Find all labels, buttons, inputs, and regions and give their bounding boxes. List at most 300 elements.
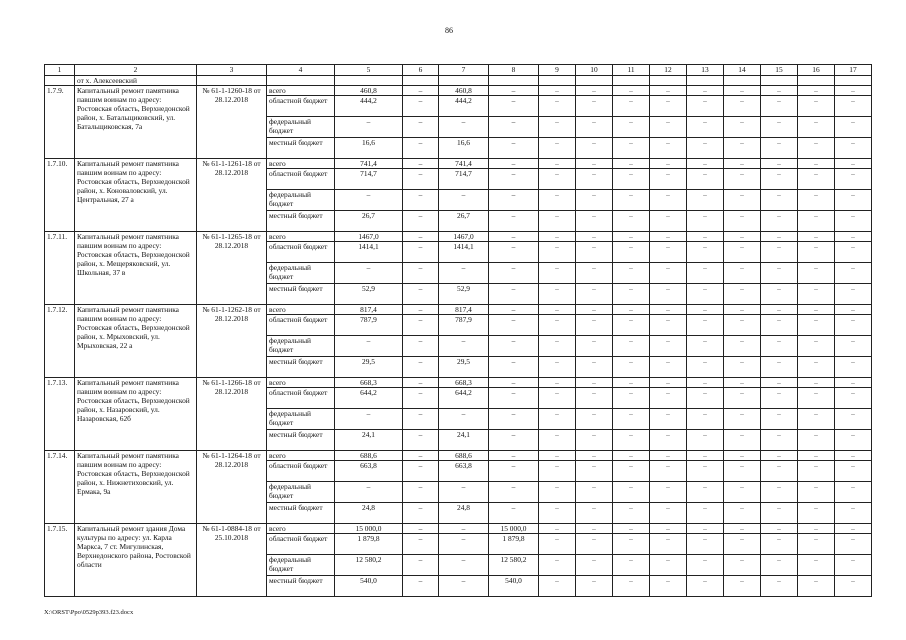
funding-source: местный бюджет bbox=[267, 503, 335, 524]
empty-year-cell: – bbox=[576, 336, 613, 357]
empty-year-cell: – bbox=[576, 169, 613, 190]
empty-year-cell: – bbox=[835, 86, 872, 96]
amount-cell: 644,2 bbox=[335, 388, 403, 409]
empty-year-cell: – bbox=[835, 336, 872, 357]
amount-cell: – bbox=[403, 211, 439, 232]
empty-year-cell: – bbox=[724, 190, 761, 211]
amount-cell: 741,4 bbox=[335, 159, 403, 169]
funding-source: федеральный бюджет bbox=[267, 117, 335, 138]
amount-cell: – bbox=[335, 409, 403, 430]
column-header: 16 bbox=[798, 65, 835, 76]
empty-year-cell: – bbox=[687, 315, 724, 336]
empty-year-cell: – bbox=[613, 138, 650, 159]
empty-year-cell: – bbox=[835, 388, 872, 409]
empty-year-cell: – bbox=[650, 503, 687, 524]
amount-cell: – bbox=[403, 284, 439, 305]
item-name: Капитальный ремонт памятника павшим воинам по адресу: Ростовская область, Верхнедонской район, х. Мещеряковский, ул. Школьная, 37 в bbox=[75, 232, 197, 305]
empty-year-cell: – bbox=[650, 378, 687, 388]
funding-source: всего bbox=[267, 378, 335, 388]
item-number: 1.7.15. bbox=[45, 524, 75, 597]
amount-cell: – bbox=[489, 388, 539, 409]
empty-year-cell: – bbox=[650, 576, 687, 597]
amount-cell: 15 000,0 bbox=[489, 524, 539, 534]
amount-cell: – bbox=[403, 482, 439, 503]
column-header: 1 bbox=[45, 65, 75, 76]
empty-year-cell: – bbox=[761, 409, 798, 430]
empty-year-cell: – bbox=[724, 555, 761, 576]
empty-year-cell: – bbox=[613, 388, 650, 409]
empty-year-cell: – bbox=[724, 315, 761, 336]
empty-year-cell: – bbox=[576, 86, 613, 96]
column-header: 10 bbox=[576, 65, 613, 76]
funding-source: федеральный бюджет bbox=[267, 263, 335, 284]
empty-year-cell: – bbox=[576, 378, 613, 388]
empty-year-cell: – bbox=[539, 524, 576, 534]
empty-year-cell: – bbox=[761, 284, 798, 305]
empty-year-cell: – bbox=[835, 305, 872, 315]
funding-source: областной бюджет bbox=[267, 315, 335, 336]
empty-year-cell: – bbox=[687, 534, 724, 555]
budget-table bbox=[44, 64, 872, 597]
amount-cell: 1414,1 bbox=[439, 242, 489, 263]
column-header: 14 bbox=[724, 65, 761, 76]
empty-year-cell: – bbox=[835, 242, 872, 263]
funding-source: областной бюджет bbox=[267, 534, 335, 555]
column-header: 11 bbox=[613, 65, 650, 76]
empty-year-cell: – bbox=[761, 576, 798, 597]
column-header: 5 bbox=[335, 65, 403, 76]
amount-cell: – bbox=[335, 336, 403, 357]
funding-source: местный бюджет bbox=[267, 357, 335, 378]
empty-year-cell: – bbox=[798, 378, 835, 388]
amount-cell: – bbox=[489, 305, 539, 315]
empty-year-cell: – bbox=[650, 117, 687, 138]
file-path-footer: X:\ORST\Ppo\0529p393.f23.docx bbox=[44, 609, 134, 616]
amount-cell: 663,8 bbox=[335, 461, 403, 482]
amount-cell: 444,2 bbox=[439, 96, 489, 117]
amount-cell: 29,5 bbox=[439, 357, 489, 378]
empty-year-cell: – bbox=[724, 524, 761, 534]
continuation-row bbox=[45, 76, 872, 86]
empty-year-cell: – bbox=[613, 190, 650, 211]
cell bbox=[45, 76, 75, 86]
empty-year-cell: – bbox=[613, 451, 650, 461]
empty-year-cell: – bbox=[798, 232, 835, 242]
item-name: Капитальный ремонт памятника павшим воинам по адресу: Ростовская область, Верхнедонской район, х. Батальщиковский, ул. Батальщиковская, 7а bbox=[75, 86, 197, 159]
empty-year-cell: – bbox=[539, 534, 576, 555]
cell bbox=[835, 76, 872, 86]
amount-cell: – bbox=[439, 190, 489, 211]
empty-year-cell: – bbox=[687, 461, 724, 482]
amount-cell: – bbox=[439, 263, 489, 284]
empty-year-cell: – bbox=[835, 576, 872, 597]
empty-year-cell: – bbox=[687, 555, 724, 576]
funding-source: областной бюджет bbox=[267, 169, 335, 190]
amount-cell: – bbox=[489, 378, 539, 388]
column-header: 12 bbox=[650, 65, 687, 76]
empty-year-cell: – bbox=[724, 263, 761, 284]
empty-year-cell: – bbox=[613, 159, 650, 169]
empty-year-cell: – bbox=[650, 555, 687, 576]
amount-cell: – bbox=[403, 305, 439, 315]
amount-cell: – bbox=[403, 430, 439, 451]
empty-year-cell: – bbox=[539, 117, 576, 138]
empty-year-cell: – bbox=[798, 86, 835, 96]
funding-source: местный бюджет bbox=[267, 576, 335, 597]
empty-year-cell: – bbox=[539, 86, 576, 96]
empty-year-cell: – bbox=[761, 378, 798, 388]
amount-cell: – bbox=[439, 117, 489, 138]
empty-year-cell: – bbox=[798, 409, 835, 430]
empty-year-cell: – bbox=[687, 232, 724, 242]
empty-year-cell: – bbox=[761, 96, 798, 117]
amount-cell: 26,7 bbox=[439, 211, 489, 232]
column-header: 7 bbox=[439, 65, 489, 76]
empty-year-cell: – bbox=[761, 388, 798, 409]
empty-year-cell: – bbox=[576, 242, 613, 263]
empty-year-cell: – bbox=[724, 409, 761, 430]
amount-cell: – bbox=[489, 336, 539, 357]
empty-year-cell: – bbox=[835, 169, 872, 190]
document-ref: № 61-1-0884-18 от 25.10.2018 bbox=[197, 524, 267, 597]
empty-year-cell: – bbox=[835, 315, 872, 336]
amount-cell: 12 580,2 bbox=[489, 555, 539, 576]
empty-year-cell: – bbox=[724, 336, 761, 357]
empty-year-cell: – bbox=[613, 430, 650, 451]
item-name: Капитальный ремонт памятника павшим воинам по адресу: Ростовская область, Верхнедонской район, х. Мрыховский, ул. Мрыховская, 22 а bbox=[75, 305, 197, 378]
cell bbox=[798, 76, 835, 86]
amount-cell: – bbox=[403, 388, 439, 409]
empty-year-cell: – bbox=[650, 242, 687, 263]
empty-year-cell: – bbox=[613, 576, 650, 597]
empty-year-cell: – bbox=[576, 263, 613, 284]
empty-year-cell: – bbox=[613, 86, 650, 96]
amount-cell: 24,8 bbox=[335, 503, 403, 524]
cell bbox=[576, 76, 613, 86]
empty-year-cell: – bbox=[724, 430, 761, 451]
empty-year-cell: – bbox=[576, 534, 613, 555]
amount-cell: – bbox=[489, 242, 539, 263]
empty-year-cell: – bbox=[835, 284, 872, 305]
amount-cell: 16,6 bbox=[439, 138, 489, 159]
empty-year-cell: – bbox=[798, 524, 835, 534]
amount-cell: – bbox=[403, 555, 439, 576]
amount-cell: – bbox=[489, 482, 539, 503]
amount-cell: 688,6 bbox=[335, 451, 403, 461]
empty-year-cell: – bbox=[687, 211, 724, 232]
amount-cell: – bbox=[403, 336, 439, 357]
empty-year-cell: – bbox=[613, 378, 650, 388]
empty-year-cell: – bbox=[576, 461, 613, 482]
amount-cell: – bbox=[489, 169, 539, 190]
empty-year-cell: – bbox=[539, 451, 576, 461]
cell bbox=[489, 76, 539, 86]
empty-year-cell: – bbox=[650, 430, 687, 451]
empty-year-cell: – bbox=[835, 451, 872, 461]
empty-year-cell: – bbox=[576, 451, 613, 461]
funding-source: федеральный бюджет bbox=[267, 409, 335, 430]
empty-year-cell: – bbox=[761, 315, 798, 336]
funding-source: областной бюджет bbox=[267, 96, 335, 117]
amount-cell: 24,1 bbox=[439, 430, 489, 451]
empty-year-cell: – bbox=[650, 357, 687, 378]
empty-year-cell: – bbox=[798, 284, 835, 305]
empty-year-cell: – bbox=[835, 430, 872, 451]
amount-cell: – bbox=[489, 503, 539, 524]
empty-year-cell: – bbox=[835, 378, 872, 388]
amount-cell: 668,3 bbox=[439, 378, 489, 388]
amount-cell: – bbox=[439, 524, 489, 534]
amount-cell: 668,3 bbox=[335, 378, 403, 388]
funding-source: федеральный бюджет bbox=[267, 336, 335, 357]
document-ref: № 61-1-1260-18 от 28.12.2018 bbox=[197, 86, 267, 159]
empty-year-cell: – bbox=[650, 169, 687, 190]
empty-year-cell: – bbox=[724, 357, 761, 378]
funding-source: областной бюджет bbox=[267, 461, 335, 482]
amount-cell: 817,4 bbox=[335, 305, 403, 315]
empty-year-cell: – bbox=[798, 169, 835, 190]
amount-cell: 1 879,8 bbox=[489, 534, 539, 555]
item-number: 1.7.13. bbox=[45, 378, 75, 451]
empty-year-cell: – bbox=[761, 461, 798, 482]
empty-year-cell: – bbox=[724, 534, 761, 555]
funding-source: местный бюджет bbox=[267, 430, 335, 451]
cell bbox=[267, 76, 335, 86]
empty-year-cell: – bbox=[798, 159, 835, 169]
empty-year-cell: – bbox=[650, 211, 687, 232]
amount-cell: – bbox=[439, 482, 489, 503]
empty-year-cell: – bbox=[613, 315, 650, 336]
funding-source: всего bbox=[267, 524, 335, 534]
document-ref: № 61-1-1261-18 от 28.12.2018 bbox=[197, 159, 267, 232]
empty-year-cell: – bbox=[613, 409, 650, 430]
empty-year-cell: – bbox=[761, 169, 798, 190]
empty-year-cell: – bbox=[613, 232, 650, 242]
item-name: Капитальный ремонт памятника павшим воинам по адресу: Ростовская область, Верхнедонской район, х. Коноваловский, ул. Центральная, 27 а bbox=[75, 159, 197, 232]
amount-cell: 24,1 bbox=[335, 430, 403, 451]
amount-cell: – bbox=[489, 232, 539, 242]
empty-year-cell: – bbox=[613, 357, 650, 378]
empty-year-cell: – bbox=[576, 503, 613, 524]
empty-year-cell: – bbox=[835, 357, 872, 378]
amount-cell: 29,5 bbox=[335, 357, 403, 378]
amount-cell: – bbox=[403, 461, 439, 482]
empty-year-cell: – bbox=[835, 190, 872, 211]
page-number: 86 bbox=[445, 26, 453, 35]
empty-year-cell: – bbox=[724, 378, 761, 388]
empty-year-cell: – bbox=[613, 503, 650, 524]
amount-cell: 714,7 bbox=[335, 169, 403, 190]
empty-year-cell: – bbox=[761, 263, 798, 284]
empty-year-cell: – bbox=[539, 336, 576, 357]
amount-cell: – bbox=[489, 284, 539, 305]
empty-year-cell: – bbox=[761, 86, 798, 96]
empty-year-cell: – bbox=[687, 117, 724, 138]
empty-year-cell: – bbox=[835, 555, 872, 576]
funding-source: областной бюджет bbox=[267, 388, 335, 409]
amount-cell: – bbox=[489, 461, 539, 482]
item-number: 1.7.14. bbox=[45, 451, 75, 524]
amount-cell: – bbox=[403, 357, 439, 378]
amount-cell: – bbox=[403, 503, 439, 524]
empty-year-cell: – bbox=[761, 138, 798, 159]
empty-year-cell: – bbox=[650, 336, 687, 357]
empty-year-cell: – bbox=[539, 284, 576, 305]
cell bbox=[403, 76, 439, 86]
empty-year-cell: – bbox=[650, 86, 687, 96]
funding-source: областной бюджет bbox=[267, 242, 335, 263]
empty-year-cell: – bbox=[835, 534, 872, 555]
empty-year-cell: – bbox=[650, 96, 687, 117]
empty-year-cell: – bbox=[687, 86, 724, 96]
empty-year-cell: – bbox=[613, 524, 650, 534]
amount-cell: – bbox=[403, 524, 439, 534]
cell bbox=[335, 76, 403, 86]
empty-year-cell: – bbox=[724, 461, 761, 482]
funding-source: всего bbox=[267, 232, 335, 242]
amount-cell: – bbox=[403, 315, 439, 336]
empty-year-cell: – bbox=[539, 96, 576, 117]
empty-year-cell: – bbox=[798, 482, 835, 503]
empty-year-cell: – bbox=[761, 534, 798, 555]
amount-cell: – bbox=[403, 117, 439, 138]
amount-cell: 688,6 bbox=[439, 451, 489, 461]
empty-year-cell: – bbox=[613, 461, 650, 482]
funding-source: всего bbox=[267, 86, 335, 96]
empty-year-cell: – bbox=[724, 169, 761, 190]
empty-year-cell: – bbox=[798, 263, 835, 284]
empty-year-cell: – bbox=[650, 232, 687, 242]
empty-year-cell: – bbox=[798, 242, 835, 263]
amount-cell: – bbox=[403, 96, 439, 117]
funding-source: местный бюджет bbox=[267, 138, 335, 159]
amount-cell: – bbox=[403, 378, 439, 388]
table-row bbox=[45, 451, 872, 461]
amount-cell: – bbox=[489, 430, 539, 451]
amount-cell: – bbox=[403, 242, 439, 263]
empty-year-cell: – bbox=[724, 211, 761, 232]
column-header: 2 bbox=[75, 65, 197, 76]
column-header: 4 bbox=[267, 65, 335, 76]
table-row bbox=[45, 378, 872, 388]
empty-year-cell: – bbox=[687, 96, 724, 117]
item-number: 1.7.12. bbox=[45, 305, 75, 378]
amount-cell: 52,9 bbox=[439, 284, 489, 305]
empty-year-cell: – bbox=[798, 430, 835, 451]
empty-year-cell: – bbox=[835, 159, 872, 169]
empty-year-cell: – bbox=[539, 461, 576, 482]
empty-year-cell: – bbox=[650, 190, 687, 211]
empty-year-cell: – bbox=[539, 232, 576, 242]
funding-source: федеральный бюджет bbox=[267, 555, 335, 576]
amount-cell: – bbox=[489, 86, 539, 96]
amount-cell: – bbox=[439, 534, 489, 555]
empty-year-cell: – bbox=[539, 576, 576, 597]
document-ref: № 61-1-1264-18 от 28.12.2018 bbox=[197, 451, 267, 524]
empty-year-cell: – bbox=[761, 190, 798, 211]
amount-cell: – bbox=[489, 315, 539, 336]
empty-year-cell: – bbox=[724, 388, 761, 409]
empty-year-cell: – bbox=[761, 524, 798, 534]
amount-cell: 1 879,8 bbox=[335, 534, 403, 555]
empty-year-cell: – bbox=[576, 284, 613, 305]
empty-year-cell: – bbox=[613, 555, 650, 576]
empty-year-cell: – bbox=[835, 232, 872, 242]
empty-year-cell: – bbox=[724, 503, 761, 524]
empty-year-cell: – bbox=[724, 159, 761, 169]
amount-cell: 540,0 bbox=[489, 576, 539, 597]
table-row bbox=[45, 159, 872, 169]
empty-year-cell: – bbox=[650, 409, 687, 430]
amount-cell: – bbox=[403, 263, 439, 284]
empty-year-cell: – bbox=[687, 409, 724, 430]
empty-year-cell: – bbox=[761, 336, 798, 357]
empty-year-cell: – bbox=[539, 169, 576, 190]
empty-year-cell: – bbox=[798, 138, 835, 159]
column-header: 17 bbox=[835, 65, 872, 76]
empty-year-cell: – bbox=[576, 232, 613, 242]
empty-year-cell: – bbox=[687, 159, 724, 169]
funding-source: местный бюджет bbox=[267, 284, 335, 305]
empty-year-cell: – bbox=[687, 138, 724, 159]
empty-year-cell: – bbox=[761, 503, 798, 524]
amount-cell: 460,8 bbox=[335, 86, 403, 96]
column-header: 13 bbox=[687, 65, 724, 76]
table-row bbox=[45, 232, 872, 242]
item-number: 1.7.10. bbox=[45, 159, 75, 232]
empty-year-cell: – bbox=[613, 96, 650, 117]
empty-year-cell: – bbox=[576, 430, 613, 451]
empty-year-cell: – bbox=[650, 524, 687, 534]
empty-year-cell: – bbox=[650, 138, 687, 159]
cell bbox=[687, 76, 724, 86]
empty-year-cell: – bbox=[613, 169, 650, 190]
amount-cell: – bbox=[403, 169, 439, 190]
empty-year-cell: – bbox=[724, 305, 761, 315]
empty-year-cell: – bbox=[835, 524, 872, 534]
empty-year-cell: – bbox=[687, 284, 724, 305]
amount-cell: 787,9 bbox=[335, 315, 403, 336]
empty-year-cell: – bbox=[798, 576, 835, 597]
funding-source: всего bbox=[267, 305, 335, 315]
empty-year-cell: – bbox=[576, 117, 613, 138]
column-header: 8 bbox=[489, 65, 539, 76]
empty-year-cell: – bbox=[687, 336, 724, 357]
amount-cell: – bbox=[489, 409, 539, 430]
amount-cell: – bbox=[489, 138, 539, 159]
amount-cell: – bbox=[489, 159, 539, 169]
empty-year-cell: – bbox=[539, 138, 576, 159]
empty-year-cell: – bbox=[798, 315, 835, 336]
amount-cell: 16,6 bbox=[335, 138, 403, 159]
empty-year-cell: – bbox=[761, 159, 798, 169]
empty-year-cell: – bbox=[613, 242, 650, 263]
amount-cell: – bbox=[489, 117, 539, 138]
item-name: Капитальный ремонт здания Дома культуры по адресу: ул. Карла Маркса, 7 ст. Мигулинская, Верхнедонского района, Ростовской области bbox=[75, 524, 197, 597]
table-row bbox=[45, 86, 872, 96]
empty-year-cell: – bbox=[835, 482, 872, 503]
document-ref: № 61-1-1265-18 от 28.12.2018 bbox=[197, 232, 267, 305]
amount-cell: 460,8 bbox=[439, 86, 489, 96]
empty-year-cell: – bbox=[576, 388, 613, 409]
item-number: 1.7.9. bbox=[45, 86, 75, 159]
amount-cell: – bbox=[403, 576, 439, 597]
amount-cell: 52,9 bbox=[335, 284, 403, 305]
empty-year-cell: – bbox=[724, 284, 761, 305]
continuation-text: от х. Алексеевский bbox=[75, 76, 197, 86]
empty-year-cell: – bbox=[687, 242, 724, 263]
empty-year-cell: – bbox=[613, 211, 650, 232]
